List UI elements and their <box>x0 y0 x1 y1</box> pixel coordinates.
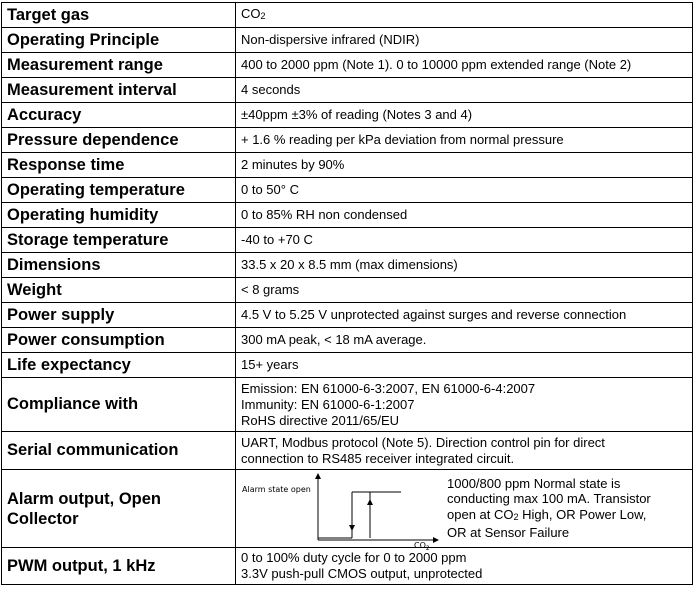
alarm-state-label: Alarm state open <box>242 484 311 494</box>
row-value: 33.5 x 20 x 8.5 mm (max dimensions) <box>236 253 693 278</box>
row-value: + 1.6 % reading per kPa deviation from normal pressure <box>236 128 693 153</box>
row-value <box>236 378 693 432</box>
row-value: 2 minutes by 90% <box>236 153 693 178</box>
row-label: Life expectancy <box>2 353 236 378</box>
row-value: 300 mA peak, < 18 mA average. <box>236 328 693 353</box>
row-value: 4 seconds <box>236 78 693 103</box>
table-row <box>2 278 693 303</box>
row-label: Pressure dependence <box>2 128 236 153</box>
spec-table <box>1 2 693 585</box>
row-value: 15+ years <box>236 353 693 378</box>
row-label: Response time <box>2 153 236 178</box>
row-value: 0 to 85% RH non condensed <box>236 203 693 228</box>
row-value <box>236 432 693 470</box>
table-row <box>2 470 693 548</box>
table-row <box>2 432 693 470</box>
row-label: Accuracy <box>2 103 236 128</box>
table-row <box>2 178 693 203</box>
row-value-text: CO <box>241 6 261 21</box>
table-row <box>2 353 693 378</box>
row-value <box>236 3 693 28</box>
value-line: UART, Modbus protocol (Note 5). Direction control pin for direct <box>241 434 605 450</box>
row-label: PWM output, 1 kHz <box>2 548 236 585</box>
table-row <box>2 53 693 78</box>
row-label: Weight <box>2 278 236 303</box>
alarm-state-diagram <box>236 474 446 552</box>
row-value: ±40ppm ±3% of reading (Notes 3 and 4) <box>236 103 693 128</box>
row-label: Measurement range <box>2 53 236 78</box>
subscript: 2 <box>260 11 266 21</box>
value-line: 0 to 100% duty cycle for 0 to 2000 ppm <box>241 550 467 565</box>
table-row <box>2 303 693 328</box>
alarm-text-line: 1000/800 ppm Normal state is <box>447 475 621 491</box>
table-row <box>2 78 693 103</box>
row-label: Dimensions <box>2 253 236 278</box>
alarm-text-line: OR at Sensor Failure <box>447 525 570 540</box>
value-line: RoHS directive 2011/65/EU <box>241 412 400 428</box>
row-label: Compliance with <box>2 378 236 432</box>
table-row <box>2 103 693 128</box>
row-label: Operating Principle <box>2 28 236 53</box>
row-value: 400 to 2000 ppm (Note 1). 0 to 10000 ppm extended range (Note 2) <box>236 53 693 78</box>
value-line: 3.3V push-pull CMOS output, unprotected <box>241 566 483 581</box>
co2-axis-label: $CO_2$ <box>414 540 430 552</box>
value-line: Emission: EN 61000-6-3:2007, EN 61000-6-4:2007 <box>241 380 536 396</box>
table-row <box>2 203 693 228</box>
subscript: 2 <box>513 511 519 522</box>
table-row <box>2 228 693 253</box>
row-value <box>236 548 693 585</box>
table-row <box>2 328 693 353</box>
row-label: Measurement interval <box>2 78 236 103</box>
row-value: 0 to 50° C <box>236 178 693 203</box>
row-value <box>236 470 693 552</box>
table-row <box>2 128 693 153</box>
alarm-text-part: open at CO <box>447 506 514 522</box>
row-value: < 8 grams <box>236 278 693 303</box>
value-line: connection to RS485 receiver integrated circuit. <box>241 450 515 466</box>
alarm-text-line: conducting max 100 mA. Transistor <box>447 491 651 506</box>
alarm-text-part: High, OR Power Low, <box>518 506 647 522</box>
row-label: Alarm output, Open Collector <box>2 470 236 548</box>
row-label: Serial communication <box>2 432 236 470</box>
table-row <box>2 28 693 53</box>
row-value: Non-dispersive infrared (NDIR) <box>236 28 693 53</box>
row-label: Power consumption <box>2 328 236 353</box>
table-row <box>2 548 693 585</box>
table-row <box>2 153 693 178</box>
table-row <box>2 253 693 278</box>
row-value: -40 to +70 C <box>236 228 693 253</box>
row-label: Power supply <box>2 303 236 328</box>
row-label: Target gas <box>2 3 236 28</box>
table-row <box>2 378 693 432</box>
value-line: Immunity: EN 61000-6-1:2007 <box>241 396 415 412</box>
alarm-diagram-cell <box>236 474 692 552</box>
row-value: 4.5 V to 5.25 V unprotected against surges and reverse connection <box>236 303 693 328</box>
row-label: Operating temperature <box>2 178 236 203</box>
alarm-text-line <box>447 507 667 526</box>
row-label: Operating humidity <box>2 203 236 228</box>
row-label: Storage temperature <box>2 228 236 253</box>
table-row <box>2 3 693 28</box>
alarm-description <box>447 476 667 541</box>
